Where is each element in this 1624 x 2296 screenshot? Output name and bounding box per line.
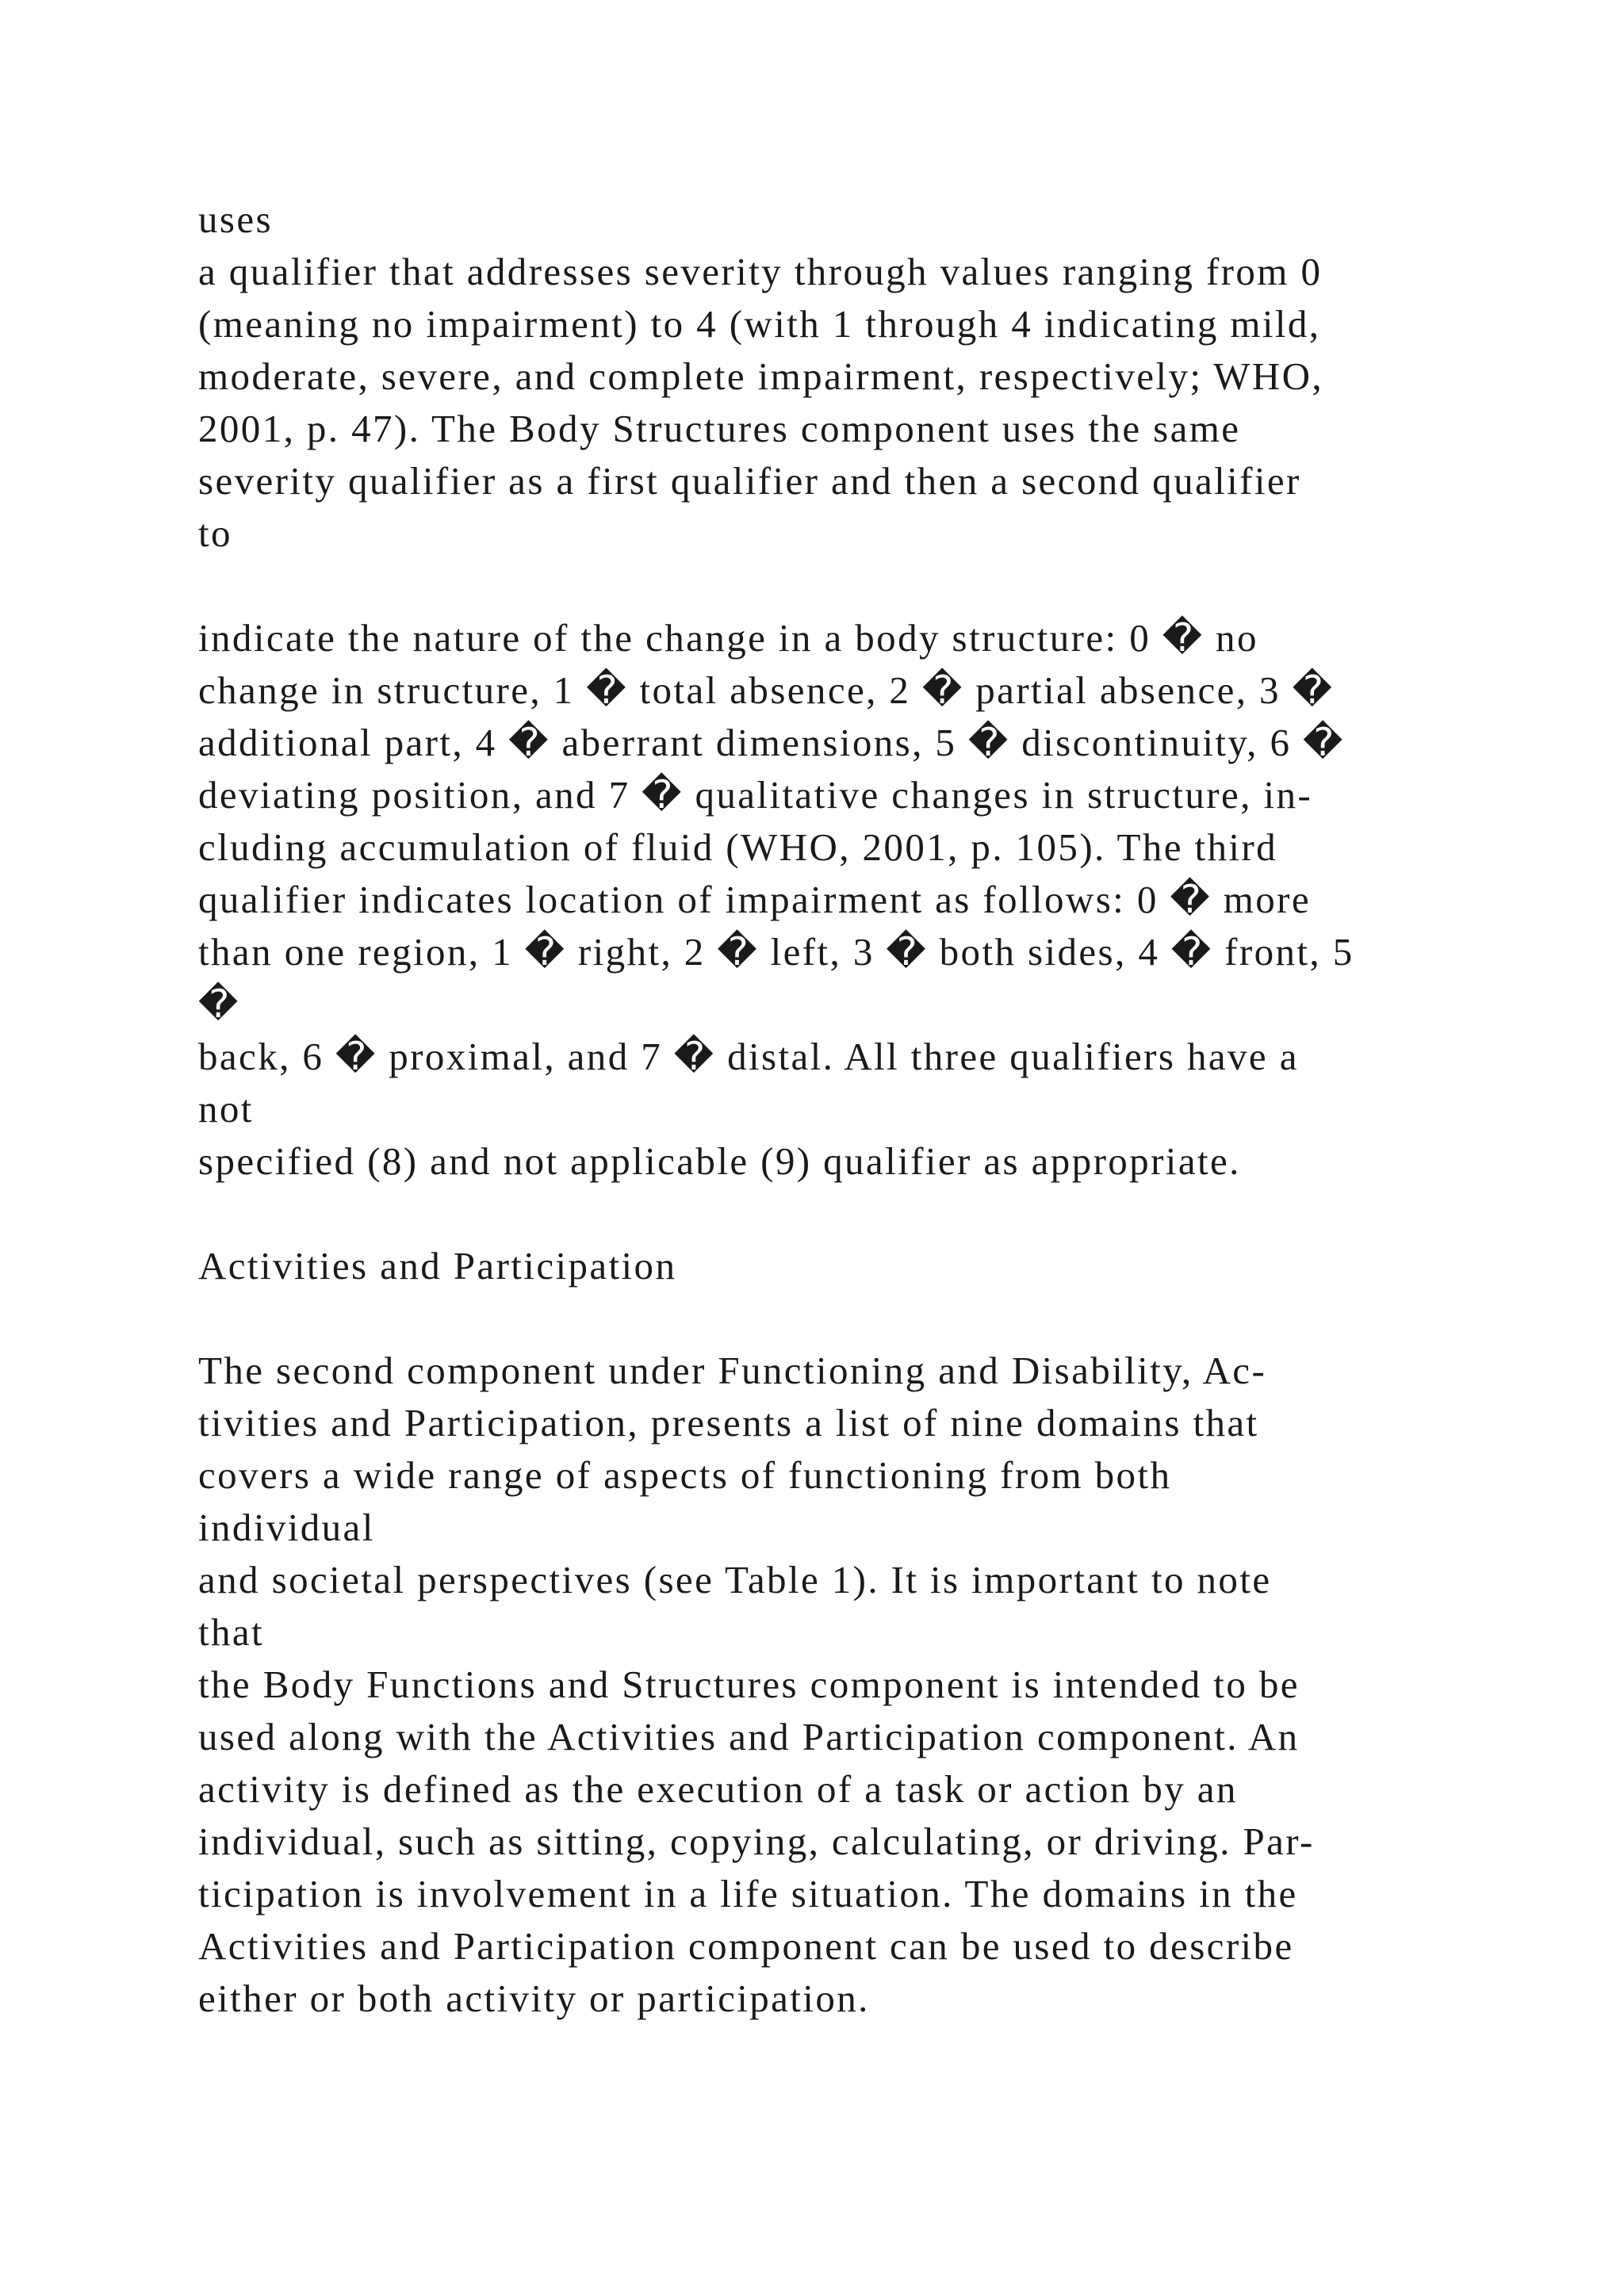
text-line: Activities and Participation component can be used to describe (198, 1924, 1294, 1968)
text-line: uses (198, 197, 273, 241)
text-line: ticipation is involvement in a life situation. The domains in the (198, 1872, 1298, 1915)
text-line: used along with the Activities and Participation component. An (198, 1715, 1300, 1758)
blank-line (198, 1188, 1562, 1240)
text-line: � (198, 982, 240, 1026)
text-line: 2001, p. 47). The Body Structures component uses the same (198, 407, 1241, 450)
text-line: and societal perspectives (see Table 1). It is important to note (198, 1558, 1272, 1601)
text-line: not (198, 1087, 254, 1131)
text-line: additional part, 4 � aberrant dimensions, 5 � discontinuity, 6 � (198, 721, 1345, 764)
blank-line (198, 560, 1562, 612)
text-line: indicate the nature of the change in a body structure: 0 � no (198, 616, 1258, 660)
text-line: (meaning no impairment) to 4 (with 1 through 4 indicating mild, (198, 302, 1321, 346)
section-heading: Activities and Participation (198, 1244, 677, 1288)
text-line: than one region, 1 � right, 2 � left, 3 � both sides, 4 � front, 5 (198, 930, 1354, 974)
text-line: activity is defined as the execution of a task or action by an (198, 1767, 1238, 1811)
text-line: covers a wide range of aspects of functioning from both (198, 1453, 1172, 1497)
text-line: change in structure, 1 � total absence, 2 � partial absence, 3 � (198, 668, 1335, 712)
text-line: individual (198, 1506, 375, 1549)
text-line: either or both activity or participation. (198, 1976, 870, 2020)
text-line: moderate, severe, and complete impairment, respectively; WHO, (198, 354, 1324, 398)
text-line: that (198, 1610, 265, 1654)
document-body-text (198, 193, 1562, 2025)
text-line: tivities and Participation, presents a list of nine domains that (198, 1401, 1259, 1445)
text-line: to (198, 511, 232, 555)
text-line: specified (8) and not applicable (9) qualifier as appropriate. (198, 1139, 1241, 1183)
text-line: back, 6 � proximal, and 7 � distal. All three qualifiers have a (198, 1035, 1299, 1078)
text-line: qualifier indicates location of impairment as follows: 0 � more (198, 878, 1311, 921)
blank-line (198, 1292, 1562, 1345)
text-line: deviating position, and 7 � qualitative changes in structure, in- (198, 773, 1313, 817)
text-line: a qualifier that addresses severity through values ranging from 0 (198, 250, 1323, 293)
text-line: cluding accumulation of fluid (WHO, 2001, p. 105). The third (198, 825, 1278, 869)
text-line: severity qualifier as a first qualifier and then a second qualifier (198, 459, 1301, 503)
text-line: individual, such as sitting, copying, calculating, or driving. Par- (198, 1820, 1315, 1863)
text-line: the Body Functions and Structures component is intended to be (198, 1663, 1300, 1706)
text-line: The second component under Functioning and Disability, Ac- (198, 1349, 1267, 1392)
